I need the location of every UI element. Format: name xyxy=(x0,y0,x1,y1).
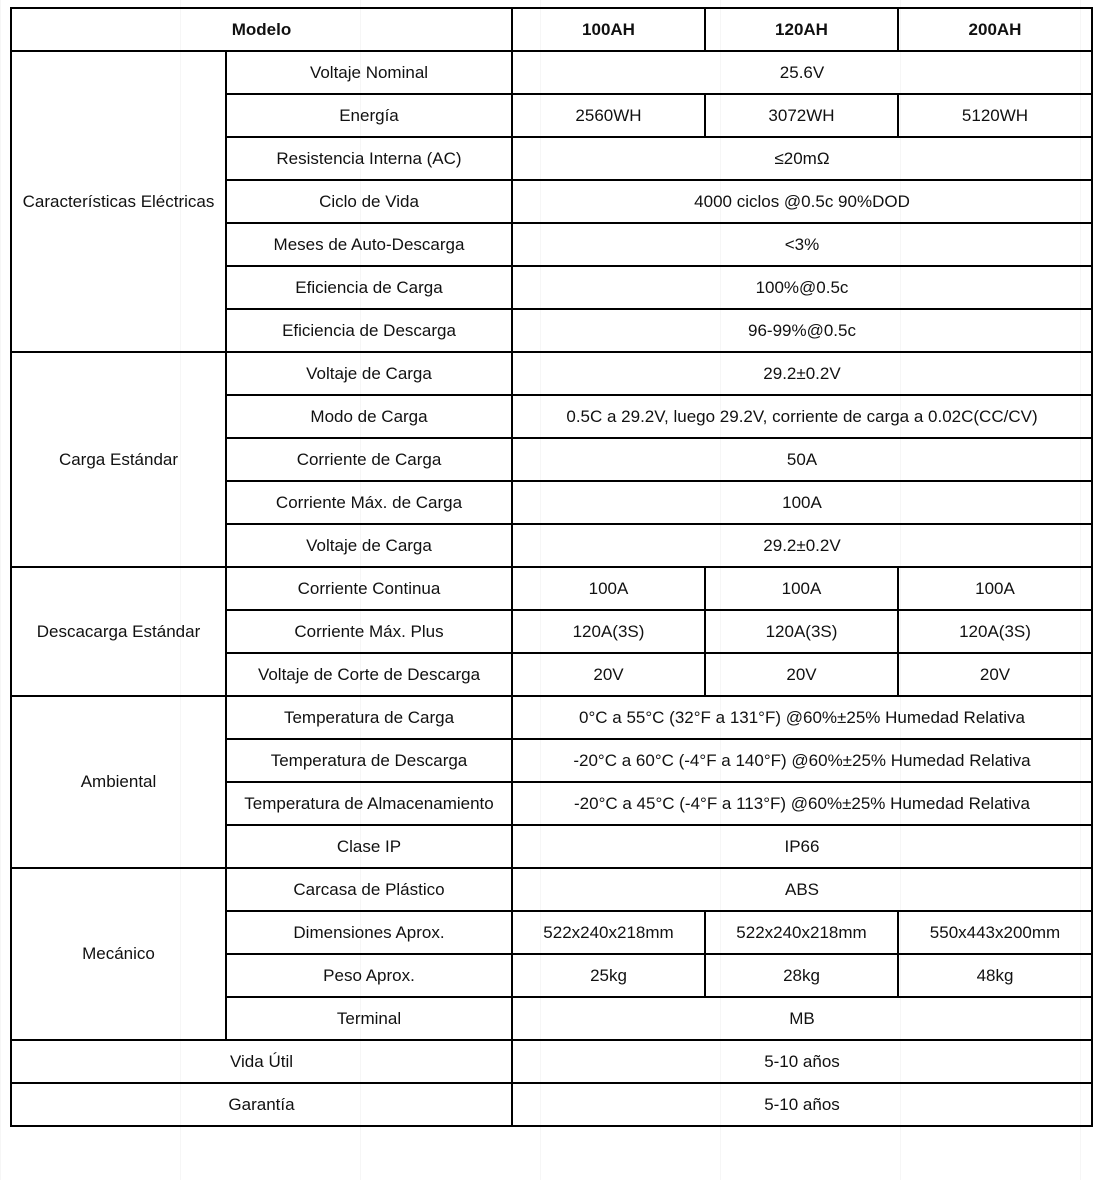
param-label: Voltaje de Carga xyxy=(226,352,512,395)
param-value: IP66 xyxy=(512,825,1092,868)
param-value: 5120WH xyxy=(898,94,1092,137)
param-value: 25.6V xyxy=(512,51,1092,94)
lifespan-value: 5-10 años xyxy=(512,1040,1092,1083)
param-label: Resistencia Interna (AC) xyxy=(226,137,512,180)
param-value: ABS xyxy=(512,868,1092,911)
table-row xyxy=(11,1083,1092,1126)
category-environmental: Ambiental xyxy=(11,696,226,868)
param-value: -20°C a 60°C (-4°F a 140°F) @60%±25% Humedad Relativa xyxy=(512,739,1092,782)
spec-table-wrapper xyxy=(10,7,1093,1127)
param-value: ≤20mΩ xyxy=(512,137,1092,180)
param-label: Clase IP xyxy=(226,825,512,868)
param-value: 96-99%@0.5c xyxy=(512,309,1092,352)
model-200ah: 200AH xyxy=(898,8,1092,51)
param-label: Corriente Máx. de Carga xyxy=(226,481,512,524)
param-value: 100A xyxy=(512,481,1092,524)
param-label: Ciclo de Vida xyxy=(226,180,512,223)
model-100ah: 100AH xyxy=(512,8,705,51)
lifespan-label: Vida Útil xyxy=(11,1040,512,1083)
param-label: Corriente de Carga xyxy=(226,438,512,481)
param-value: 0.5C a 29.2V, luego 29.2V, corriente de carga a 0.02C(CC/CV) xyxy=(512,395,1092,438)
category-electrical: Características Eléctricas xyxy=(11,51,226,352)
param-value: 522x240x218mm xyxy=(705,911,898,954)
category-mechanical: Mecánico xyxy=(11,868,226,1040)
param-value: 100A xyxy=(898,567,1092,610)
param-value: 28kg xyxy=(705,954,898,997)
warranty-label: Garantía xyxy=(11,1083,512,1126)
param-label: Dimensiones Aprox. xyxy=(226,911,512,954)
param-value: 3072WH xyxy=(705,94,898,137)
param-label: Carcasa de Plástico xyxy=(226,868,512,911)
param-value: 20V xyxy=(898,653,1092,696)
param-label: Modo de Carga xyxy=(226,395,512,438)
param-label: Terminal xyxy=(226,997,512,1040)
table-row xyxy=(11,1040,1092,1083)
param-value: 0°C a 55°C (32°F a 131°F) @60%±25% Humedad Relativa xyxy=(512,696,1092,739)
table-row xyxy=(11,868,1092,911)
param-label: Voltaje de Carga xyxy=(226,524,512,567)
param-value: 20V xyxy=(705,653,898,696)
table-row xyxy=(11,352,1092,395)
param-label: Corriente Continua xyxy=(226,567,512,610)
param-label: Voltaje de Corte de Descarga xyxy=(226,653,512,696)
param-label: Voltaje Nominal xyxy=(226,51,512,94)
battery-spec-table xyxy=(10,7,1093,1127)
header-row xyxy=(11,8,1092,51)
category-charge: Carga Estándar xyxy=(11,352,226,567)
table-row xyxy=(11,567,1092,610)
warranty-value: 5-10 años xyxy=(512,1083,1092,1126)
param-value: 522x240x218mm xyxy=(512,911,705,954)
param-label: Meses de Auto-Descarga xyxy=(226,223,512,266)
param-value: 48kg xyxy=(898,954,1092,997)
param-value: 50A xyxy=(512,438,1092,481)
param-label: Peso Aprox. xyxy=(226,954,512,997)
param-value: 29.2±0.2V xyxy=(512,352,1092,395)
param-label: Energía xyxy=(226,94,512,137)
param-value: 100%@0.5c xyxy=(512,266,1092,309)
param-label: Eficiencia de Carga xyxy=(226,266,512,309)
param-value: 4000 ciclos @0.5c 90%DOD xyxy=(512,180,1092,223)
param-label: Corriente Máx. Plus xyxy=(226,610,512,653)
param-value: <3% xyxy=(512,223,1092,266)
param-label: Temperatura de Almacenamiento xyxy=(226,782,512,825)
category-discharge: Descacarga Estándar xyxy=(11,567,226,696)
model-120ah: 120AH xyxy=(705,8,898,51)
param-value: 100A xyxy=(512,567,705,610)
param-label: Temperatura de Descarga xyxy=(226,739,512,782)
param-value: 550x443x200mm xyxy=(898,911,1092,954)
param-value: 2560WH xyxy=(512,94,705,137)
table-row xyxy=(11,51,1092,94)
param-value: 100A xyxy=(705,567,898,610)
param-value: 20V xyxy=(512,653,705,696)
param-value: 29.2±0.2V xyxy=(512,524,1092,567)
param-value: MB xyxy=(512,997,1092,1040)
param-value: 25kg xyxy=(512,954,705,997)
param-value: -20°C a 45°C (-4°F a 113°F) @60%±25% Humedad Relativa xyxy=(512,782,1092,825)
param-label: Eficiencia de Descarga xyxy=(226,309,512,352)
param-label: Temperatura de Carga xyxy=(226,696,512,739)
model-label: Modelo xyxy=(11,8,512,51)
param-value: 120A(3S) xyxy=(705,610,898,653)
param-value: 120A(3S) xyxy=(512,610,705,653)
table-row xyxy=(11,696,1092,739)
param-value: 120A(3S) xyxy=(898,610,1092,653)
